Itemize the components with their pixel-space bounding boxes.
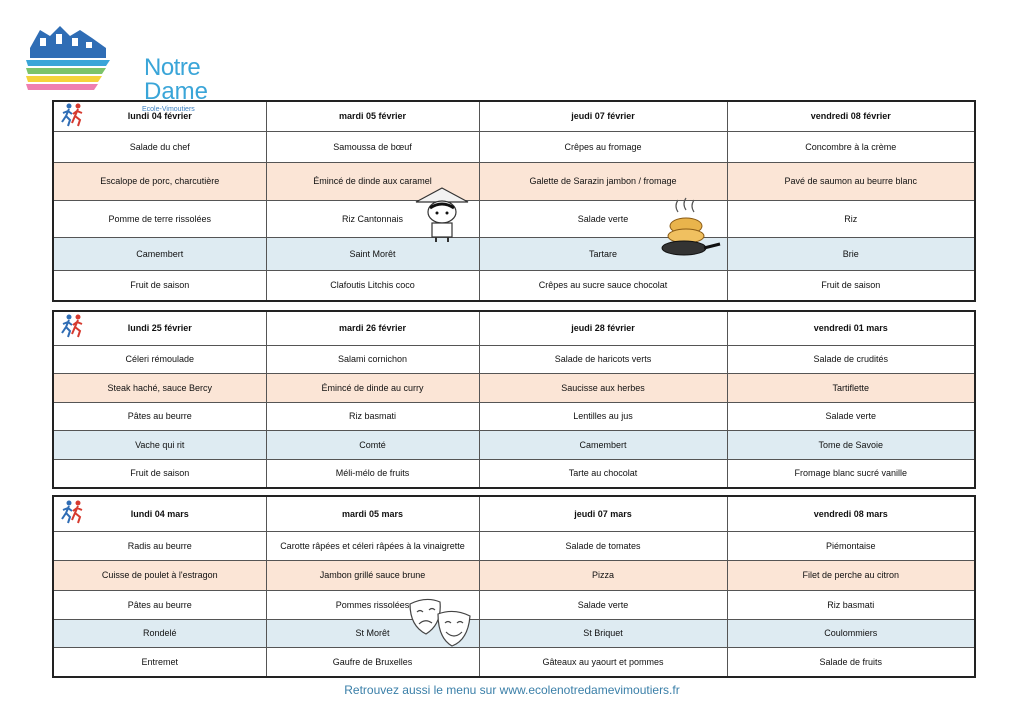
menu-cell: St Briquet	[479, 619, 727, 647]
day-header: mardi 05 février	[266, 101, 479, 131]
day-header: vendredi 08 mars	[727, 496, 975, 531]
school-logo	[26, 22, 209, 113]
menu-cell: Salade de fruits	[727, 647, 975, 677]
menu-cell: Saint Morêt	[266, 237, 479, 270]
menu-cell: Émincé de dinde aux caramel	[266, 162, 479, 200]
menu-cell: Céleri rémoulade	[53, 345, 266, 373]
menu-cell: Salade de haricots verts	[479, 345, 727, 373]
menu-cell: Escalope de porc, charcutière	[53, 162, 266, 200]
menu-cell: Coulommiers	[727, 619, 975, 647]
menu-cell: Clafoutis Litchis coco	[266, 270, 479, 301]
menu-cell: Salade du chef	[53, 131, 266, 162]
menu-cell: Vache qui rit	[53, 430, 266, 459]
menu-cell: Fruit de saison	[727, 270, 975, 301]
menu-cell: Riz Cantonnais	[266, 200, 479, 237]
menu-cell: Fromage blanc sucré vanille	[727, 459, 975, 488]
menu-cell: Saucisse aux herbes	[479, 373, 727, 402]
day-header: jeudi 28 février	[479, 311, 727, 345]
menu-cell: Tartare	[479, 237, 727, 270]
school-building-icon	[26, 22, 136, 94]
menu-cell: Camembert	[53, 237, 266, 270]
menu-cell: Rondelé	[53, 619, 266, 647]
menu-cell: Pommes rissolées	[266, 590, 479, 619]
menu-cell: Salade verte	[479, 590, 727, 619]
menu-cell: Entremet	[53, 647, 266, 677]
crepe-pan-icon	[656, 196, 722, 262]
day-header: lundi 04 février	[53, 101, 266, 131]
menu-cell: Radis au beurre	[53, 531, 266, 560]
menu-cell: Lentilles au jus	[479, 402, 727, 430]
menu-cell: Camembert	[479, 430, 727, 459]
menu-week-3	[52, 495, 976, 678]
menu-cell: Gâteaux au yaourt et pommes	[479, 647, 727, 677]
chinese-hat-child-icon	[414, 186, 470, 244]
menu-cell: Brie	[727, 237, 975, 270]
menu-cell: Salade de crudités	[727, 345, 975, 373]
menu-cell: Crêpes au fromage	[479, 131, 727, 162]
menu-cell: Comté	[266, 430, 479, 459]
logo-text-line2: Dame	[144, 78, 209, 105]
menu-cell: Pâtes au beurre	[53, 402, 266, 430]
footer-website-note: Retrouvez aussi le menu sur www.ecolenotredamevimoutiers.fr	[344, 683, 680, 697]
menu-cell: Cuisse de poulet à l'estragon	[53, 560, 266, 590]
menu-cell: Salade de tomates	[479, 531, 727, 560]
runner-icon	[60, 499, 86, 525]
menu-cell: Concombre à la crème	[727, 131, 975, 162]
menu-cell: Méli-mélo de fruits	[266, 459, 479, 488]
theatre-masks-icon	[404, 596, 476, 650]
runner-icon	[60, 102, 86, 128]
menu-cell: Salami cornichon	[266, 345, 479, 373]
menu-cell: Émincé de dinde au curry	[266, 373, 479, 402]
menu-cell: Pavé de saumon au beurre blanc	[727, 162, 975, 200]
menu-cell: Piémontaise	[727, 531, 975, 560]
menu-cell: Salade verte	[479, 200, 727, 237]
menu-cell: Steak haché, sauce Bercy	[53, 373, 266, 402]
menu-cell: Riz basmati	[266, 402, 479, 430]
day-header: vendredi 08 février	[727, 101, 975, 131]
logo-text-line1: Notre	[144, 54, 201, 81]
logo-text-line3: Ecole-Vimoutiers	[142, 106, 195, 113]
menu-cell: Carotte râpées et céleri râpées à la vinaigrette	[266, 531, 479, 560]
runner-icon	[60, 313, 86, 339]
menu-cell: Tome de Savoie	[727, 430, 975, 459]
menu-cell: Samoussa de bœuf	[266, 131, 479, 162]
day-header: jeudi 07 février	[479, 101, 727, 131]
menu-cell: Galette de Sarazin jambon / fromage	[479, 162, 727, 200]
day-header: mardi 05 mars	[266, 496, 479, 531]
menu-cell: Pizza	[479, 560, 727, 590]
day-header: jeudi 07 mars	[479, 496, 727, 531]
menu-cell: Salade verte	[727, 402, 975, 430]
menu-week-2	[52, 310, 976, 489]
menu-cell: Tartiflette	[727, 373, 975, 402]
menu-cell: St Morêt	[266, 619, 479, 647]
menu-cell: Fruit de saison	[53, 270, 266, 301]
menu-cell: Gaufre de Bruxelles	[266, 647, 479, 677]
menu-cell: Fruit de saison	[53, 459, 266, 488]
menu-week-1	[52, 100, 976, 302]
day-header: vendredi 01 mars	[727, 311, 975, 345]
menu-cell: Pâtes au beurre	[53, 590, 266, 619]
menu-cell: Filet de perche au citron	[727, 560, 975, 590]
menu-cell: Riz	[727, 200, 975, 237]
day-header: lundi 04 mars	[53, 496, 266, 531]
menu-cell: Riz basmati	[727, 590, 975, 619]
menu-cell: Tarte au chocolat	[479, 459, 727, 488]
day-header: mardi 26 février	[266, 311, 479, 345]
menu-cell: Crêpes au sucre sauce chocolat	[479, 270, 727, 301]
day-header: lundi 25 février	[53, 311, 266, 345]
menu-cell: Jambon grillé sauce brune	[266, 560, 479, 590]
menu-cell: Pomme de terre rissolées	[53, 200, 266, 237]
